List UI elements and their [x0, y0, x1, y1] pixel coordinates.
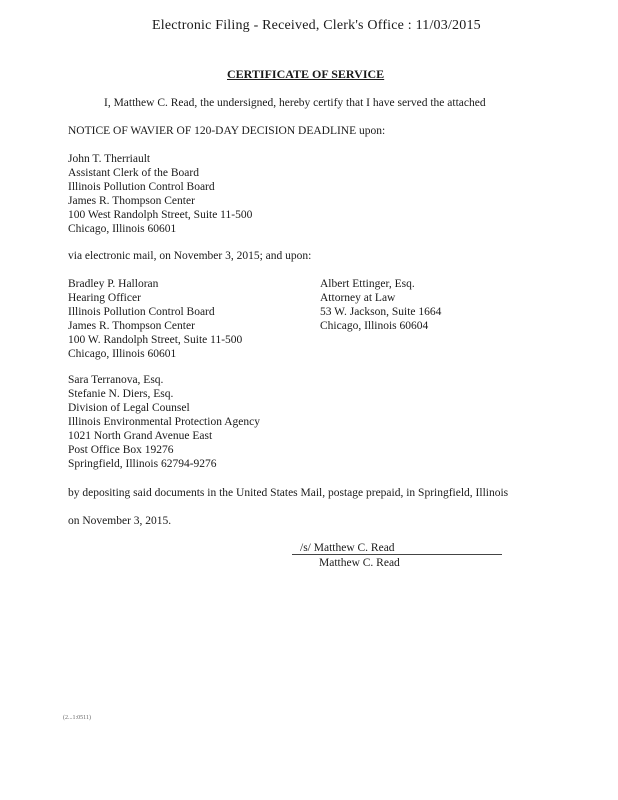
- address-line: Springfield, Illinois 62794-9276: [68, 458, 217, 470]
- signer-name: Matthew C. Read: [319, 557, 400, 569]
- address-line: James R. Thompson Center: [68, 195, 195, 207]
- document-title: CERTIFICATE OF SERVICE: [227, 67, 385, 81]
- service-date: on November 3, 2015.: [68, 515, 172, 527]
- address-line: Chicago, Illinois 60601: [68, 223, 177, 235]
- address-line: Chicago, Illinois 60604: [320, 320, 429, 332]
- signature-text: /s/ Matthew C. Read: [300, 542, 395, 554]
- recipient-block-attorney: [320, 277, 441, 333]
- address-line: 100 W. Randolph Street, Suite 11-500: [68, 334, 243, 346]
- address-line: Illinois Environmental Protection Agency: [68, 416, 260, 428]
- recipient-block-epa: [68, 373, 260, 471]
- notice-title: NOTICE OF WAVIER OF 120-DAY DECISION DEADLINE upon:: [68, 125, 386, 137]
- address-line: 53 W. Jackson, Suite 1664: [320, 306, 442, 318]
- address-line: Stefanie N. Diers, Esq.: [68, 388, 174, 400]
- address-line: Sara Terranova, Esq.: [68, 374, 164, 386]
- signature-line: [292, 554, 502, 555]
- address-line: 1021 North Grand Avenue East: [68, 430, 213, 442]
- footer-reference-mark: (2...1:0511): [63, 715, 91, 721]
- address-line: Illinois Pollution Control Board: [68, 181, 215, 193]
- address-line: John T. Therriault: [68, 153, 151, 165]
- service-method-email: via electronic mail, on November 3, 2015; and upon:: [68, 250, 312, 262]
- address-line: Hearing Officer: [68, 292, 141, 304]
- address-line: Albert Ettinger, Esq.: [320, 278, 415, 290]
- address-line: Post Office Box 19276: [68, 444, 174, 456]
- filing-stamp-header: Electronic Filing - Received, Clerk's Office : 11/03/2015: [152, 18, 481, 33]
- address-line: Bradley P. Halloran: [68, 278, 159, 290]
- certification-intro: I, Matthew C. Read, the undersigned, hereby certify that I have served the attached: [104, 97, 486, 109]
- address-line: Chicago, Illinois 60601: [68, 348, 177, 360]
- recipient-block-clerk: [68, 152, 252, 236]
- address-line: Illinois Pollution Control Board: [68, 306, 215, 318]
- recipient-block-hearing-officer: [68, 277, 242, 361]
- address-line: James R. Thompson Center: [68, 320, 195, 332]
- address-line: Attorney at Law: [320, 292, 396, 304]
- address-line: Assistant Clerk of the Board: [68, 167, 199, 179]
- service-method-mail: by depositing said documents in the United States Mail, postage prepaid, in Springfield, Illinois: [68, 487, 509, 499]
- address-line: Division of Legal Counsel: [68, 402, 190, 414]
- address-line: 100 West Randolph Street, Suite 11-500: [68, 209, 253, 221]
